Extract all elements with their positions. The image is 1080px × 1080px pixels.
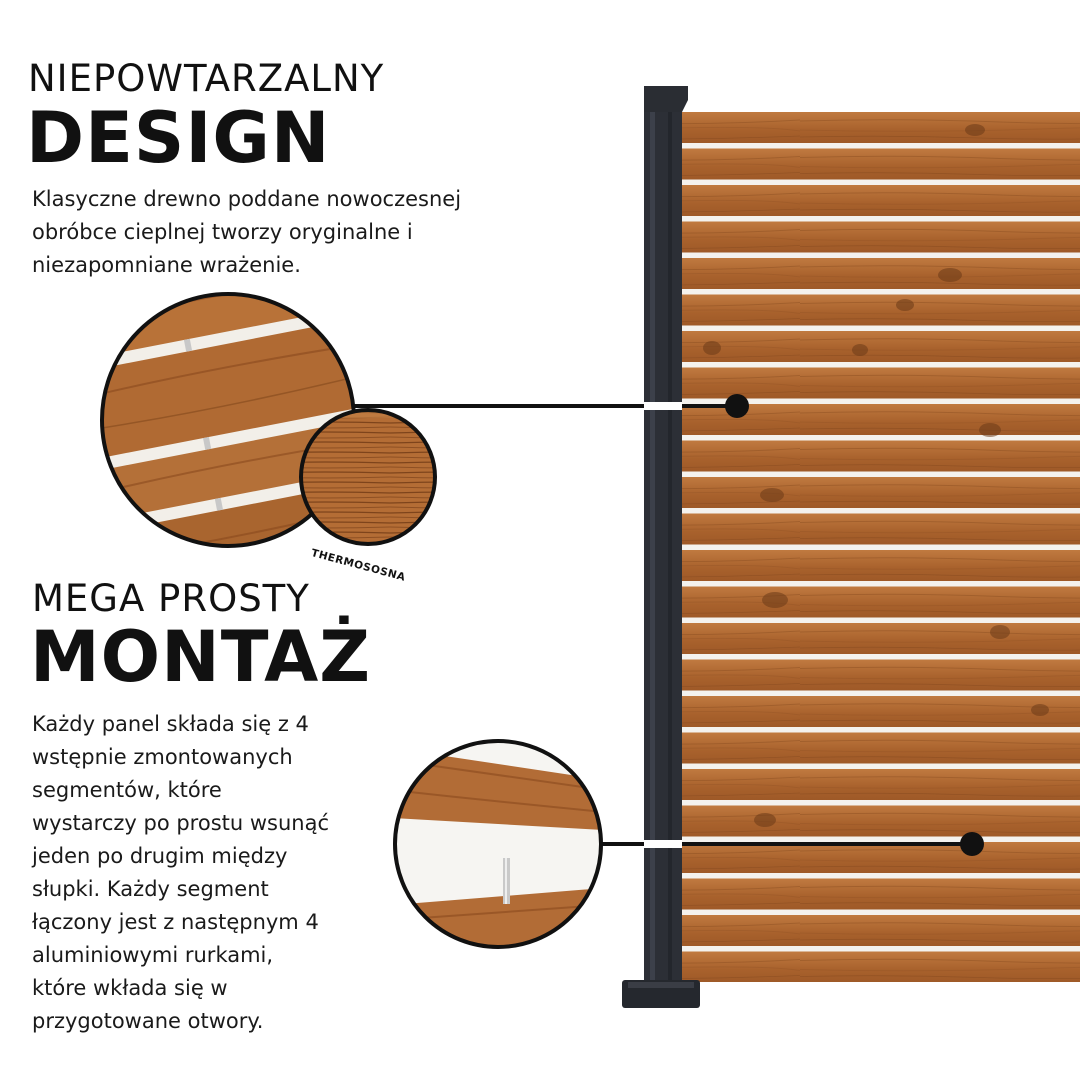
assembly-line: łączony jest z następnym 4 bbox=[32, 910, 319, 934]
assembly-line: aluminiowymi rurkami, bbox=[32, 943, 274, 967]
thermo-pine-grain-circle bbox=[300, 408, 440, 548]
aluminium-tube-closeup-circle bbox=[392, 738, 604, 950]
assembly-line: Każdy panel składa się z 4 bbox=[32, 712, 309, 736]
assembly-description bbox=[32, 708, 329, 1038]
assembly-line: wstępnie zmontowanych bbox=[32, 745, 293, 769]
design-line: niezapomniane wrażenie. bbox=[32, 253, 301, 277]
assembly-kicker: MEGA PROSTY bbox=[32, 577, 310, 620]
fence-panel bbox=[676, 112, 1080, 982]
assembly-line: słupki. Każdy segment bbox=[32, 877, 269, 901]
design-title: DESIGN bbox=[26, 97, 331, 179]
design-kicker: NIEPOWTARZALNY bbox=[28, 57, 385, 100]
assembly-line: wystarczy po prostu wsunąć bbox=[32, 811, 330, 835]
thermo-pine-badge: THERMOSOSNA bbox=[309, 547, 407, 584]
design-line: obróbce cieplnej tworzy oryginalne i bbox=[32, 220, 413, 244]
design-line: Klasyczne drewno poddane nowoczesnej bbox=[32, 187, 462, 211]
assembly-title: MONTAŻ bbox=[30, 616, 371, 698]
assembly-line: jeden po drugim między bbox=[32, 844, 288, 868]
assembly-line: przygotowane otwory. bbox=[32, 1009, 264, 1033]
assembly-line: które wkłada się w bbox=[32, 976, 228, 1000]
assembly-line: segmentów, które bbox=[32, 778, 222, 802]
